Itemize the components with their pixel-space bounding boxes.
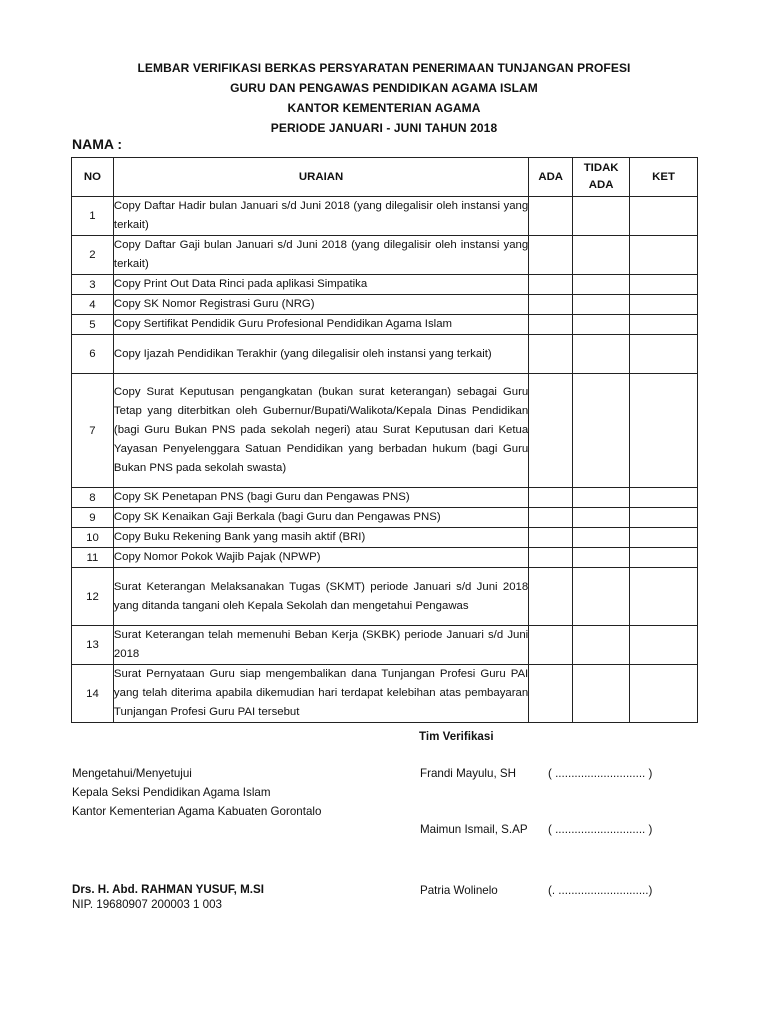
row-number: 4 [72, 295, 114, 315]
cell-ket[interactable] [630, 568, 698, 626]
cell-ada[interactable] [529, 374, 573, 488]
row-number: 10 [72, 528, 114, 548]
cell-tidak-ada[interactable] [573, 315, 630, 335]
cell-ada[interactable] [529, 236, 573, 275]
column-header-ada-2: ADA [588, 179, 614, 191]
cell-ket[interactable] [630, 335, 698, 374]
cell-tidak-ada[interactable] [573, 335, 630, 374]
column-header-ket: KET [630, 158, 698, 197]
row-uraian: Copy Print Out Data Rinci pada aplikasi Simpatika [113, 275, 528, 295]
cell-ada[interactable] [529, 197, 573, 236]
verifikator-2-signature: ( ............................ ) [548, 823, 653, 836]
row-uraian: Surat Keterangan Melaksanakan Tugas (SKMT) periode Januari s/d Juni 2018 yang ditanda tangani oleh Kepala Sekolah dan mengetahui Pengawas [113, 568, 528, 626]
row-uraian: Copy Buku Rekening Bank yang masih aktif (BRI) [113, 528, 528, 548]
cell-ket[interactable] [630, 295, 698, 315]
cell-ket[interactable] [630, 508, 698, 528]
table-row [72, 315, 698, 335]
table-row [72, 528, 698, 548]
table-row [72, 665, 698, 723]
cell-ket[interactable] [630, 488, 698, 508]
row-uraian: Copy SK Kenaikan Gaji Berkala (bagi Guru dan Pengawas PNS) [113, 508, 528, 528]
row-uraian: Surat Pernyataan Guru siap mengembalikan dana Tunjangan Profesi Guru PAI yang telah diterima apabila dikemudian hari terdapat kelebihan atas pembayaran Tunjangan Profesi Guru PAI tersebut [113, 665, 528, 723]
row-number: 14 [72, 665, 114, 723]
cell-ada[interactable] [529, 568, 573, 626]
row-uraian: Copy Daftar Gaji bulan Januari s/d Juni 2018 (yang dilegalisir oleh instansi yang terkait) [113, 236, 528, 275]
verifikator-3-signature: (. ............................) [548, 884, 653, 897]
row-number: 12 [72, 568, 114, 626]
row-number: 7 [72, 374, 114, 488]
table-row [72, 508, 698, 528]
cell-ada[interactable] [529, 665, 573, 723]
row-uraian: Copy SK Nomor Registrasi Guru (NRG) [113, 295, 528, 315]
cell-ket[interactable] [630, 236, 698, 275]
title-line-1: LEMBAR VERIFIKASI BERKAS PERSYARATAN PENERIMAAN TUNJANGAN PROFESI [137, 61, 631, 75]
row-number: 8 [72, 488, 114, 508]
cell-ada[interactable] [529, 488, 573, 508]
cell-tidak-ada[interactable] [573, 528, 630, 548]
row-uraian: Copy Sertifikat Pendidik Guru Profesional Pendidikan Agama Islam [113, 315, 528, 335]
title-line-2: GURU DAN PENGAWAS PENDIDIKAN AGAMA ISLAM [230, 81, 538, 95]
cell-ket[interactable] [630, 275, 698, 295]
title-line-3: KANTOR KEMENTERIAN AGAMA [287, 101, 481, 115]
cell-tidak-ada[interactable] [573, 374, 630, 488]
row-uraian: Copy Ijazah Pendidikan Terakhir (yang dilegalisir oleh instansi yang terkait) [113, 335, 528, 374]
jabatan-line-2: Kantor Kementerian Agama Kabuaten Gorontalo [72, 805, 322, 818]
cell-tidak-ada[interactable] [573, 488, 630, 508]
cell-ada[interactable] [529, 528, 573, 548]
cell-ada[interactable] [529, 548, 573, 568]
cell-ket[interactable] [630, 665, 698, 723]
cell-ket[interactable] [630, 626, 698, 665]
tim-verifikasi-heading: Tim Verifikasi [419, 730, 494, 743]
table-row [72, 568, 698, 626]
verification-table [71, 157, 698, 723]
row-uraian: Surat Keterangan telah memenuhi Beban Kerja (SKBK) periode Januari s/d Juni 2018 [113, 626, 528, 665]
table-row [72, 488, 698, 508]
cell-ada[interactable] [529, 315, 573, 335]
table-row [72, 548, 698, 568]
verifikator-3-name: Patria Wolinelo [420, 884, 498, 897]
table-row [72, 295, 698, 315]
row-uraian: Copy Surat Keputusan pengangkatan (bukan surat keterangan) sebagai Guru Tetap yang diterbitkan oleh Gubernur/Bupati/Walikota/Kepala Dinas Pendidikan (bagi Guru Bukan PNS pada sekolah negeri) atau Surat Keputusan dari Ketua Yayasan Penyelenggara Satuan Pendidikan yang berbadan hukum (bagi Guru Bukan PNS pada sekolah swasta) [113, 374, 528, 488]
document-title [0, 58, 768, 138]
nama-label: NAMA : [72, 136, 123, 152]
cell-ada[interactable] [529, 275, 573, 295]
column-header-ada: ADA [529, 158, 573, 197]
cell-ada[interactable] [529, 295, 573, 315]
cell-tidak-ada[interactable] [573, 548, 630, 568]
pejabat-name: Drs. H. Abd. RAHMAN YUSUF, M.SI [72, 883, 264, 896]
table-row [72, 275, 698, 295]
cell-tidak-ada[interactable] [573, 626, 630, 665]
table-row [72, 626, 698, 665]
cell-ket[interactable] [630, 315, 698, 335]
row-number: 1 [72, 197, 114, 236]
pejabat-nip: NIP. 19680907 200003 1 003 [72, 898, 222, 911]
row-uraian: Copy Nomor Pokok Wajib Pajak (NPWP) [113, 548, 528, 568]
cell-tidak-ada[interactable] [573, 568, 630, 626]
cell-ket[interactable] [630, 374, 698, 488]
verifikator-2-name: Maimun Ismail, S.AP [420, 823, 528, 836]
column-header-tidak: TIDAK [583, 162, 619, 174]
cell-tidak-ada[interactable] [573, 275, 630, 295]
table-row [72, 335, 698, 374]
mengetahui-label: Mengetahui/Menyetujui [72, 767, 192, 780]
table-header-row [72, 158, 698, 197]
cell-tidak-ada[interactable] [573, 197, 630, 236]
cell-tidak-ada[interactable] [573, 236, 630, 275]
row-number: 11 [72, 548, 114, 568]
row-number: 3 [72, 275, 114, 295]
row-number: 2 [72, 236, 114, 275]
verifikator-1-name: Frandi Mayulu, SH [420, 767, 517, 780]
row-number: 9 [72, 508, 114, 528]
row-uraian: Copy SK Penetapan PNS (bagi Guru dan Pengawas PNS) [113, 488, 528, 508]
cell-tidak-ada[interactable] [573, 665, 630, 723]
row-number: 5 [72, 315, 114, 335]
cell-ket[interactable] [630, 528, 698, 548]
column-header-tidak-ada [573, 158, 630, 197]
title-line-4: PERIODE JANUARI - JUNI TAHUN 2018 [270, 121, 498, 135]
cell-ada[interactable] [529, 335, 573, 374]
table-row [72, 374, 698, 488]
row-number: 6 [72, 335, 114, 374]
column-header-uraian: URAIAN [113, 158, 528, 197]
cell-ket[interactable] [630, 197, 698, 236]
table-row [72, 197, 698, 236]
row-number: 13 [72, 626, 114, 665]
jabatan-line-1: Kepala Seksi Pendidikan Agama Islam [72, 786, 271, 799]
cell-tidak-ada[interactable] [573, 508, 630, 528]
cell-ket[interactable] [630, 548, 698, 568]
cell-ada[interactable] [529, 508, 573, 528]
column-header-no: NO [72, 158, 114, 197]
cell-ada[interactable] [529, 626, 573, 665]
cell-tidak-ada[interactable] [573, 295, 630, 315]
table-row [72, 236, 698, 275]
row-uraian: Copy Daftar Hadir bulan Januari s/d Juni 2018 (yang dilegalisir oleh instansi yang terkait) [113, 197, 528, 236]
verifikator-1-signature: ( ............................ ) [548, 767, 653, 780]
